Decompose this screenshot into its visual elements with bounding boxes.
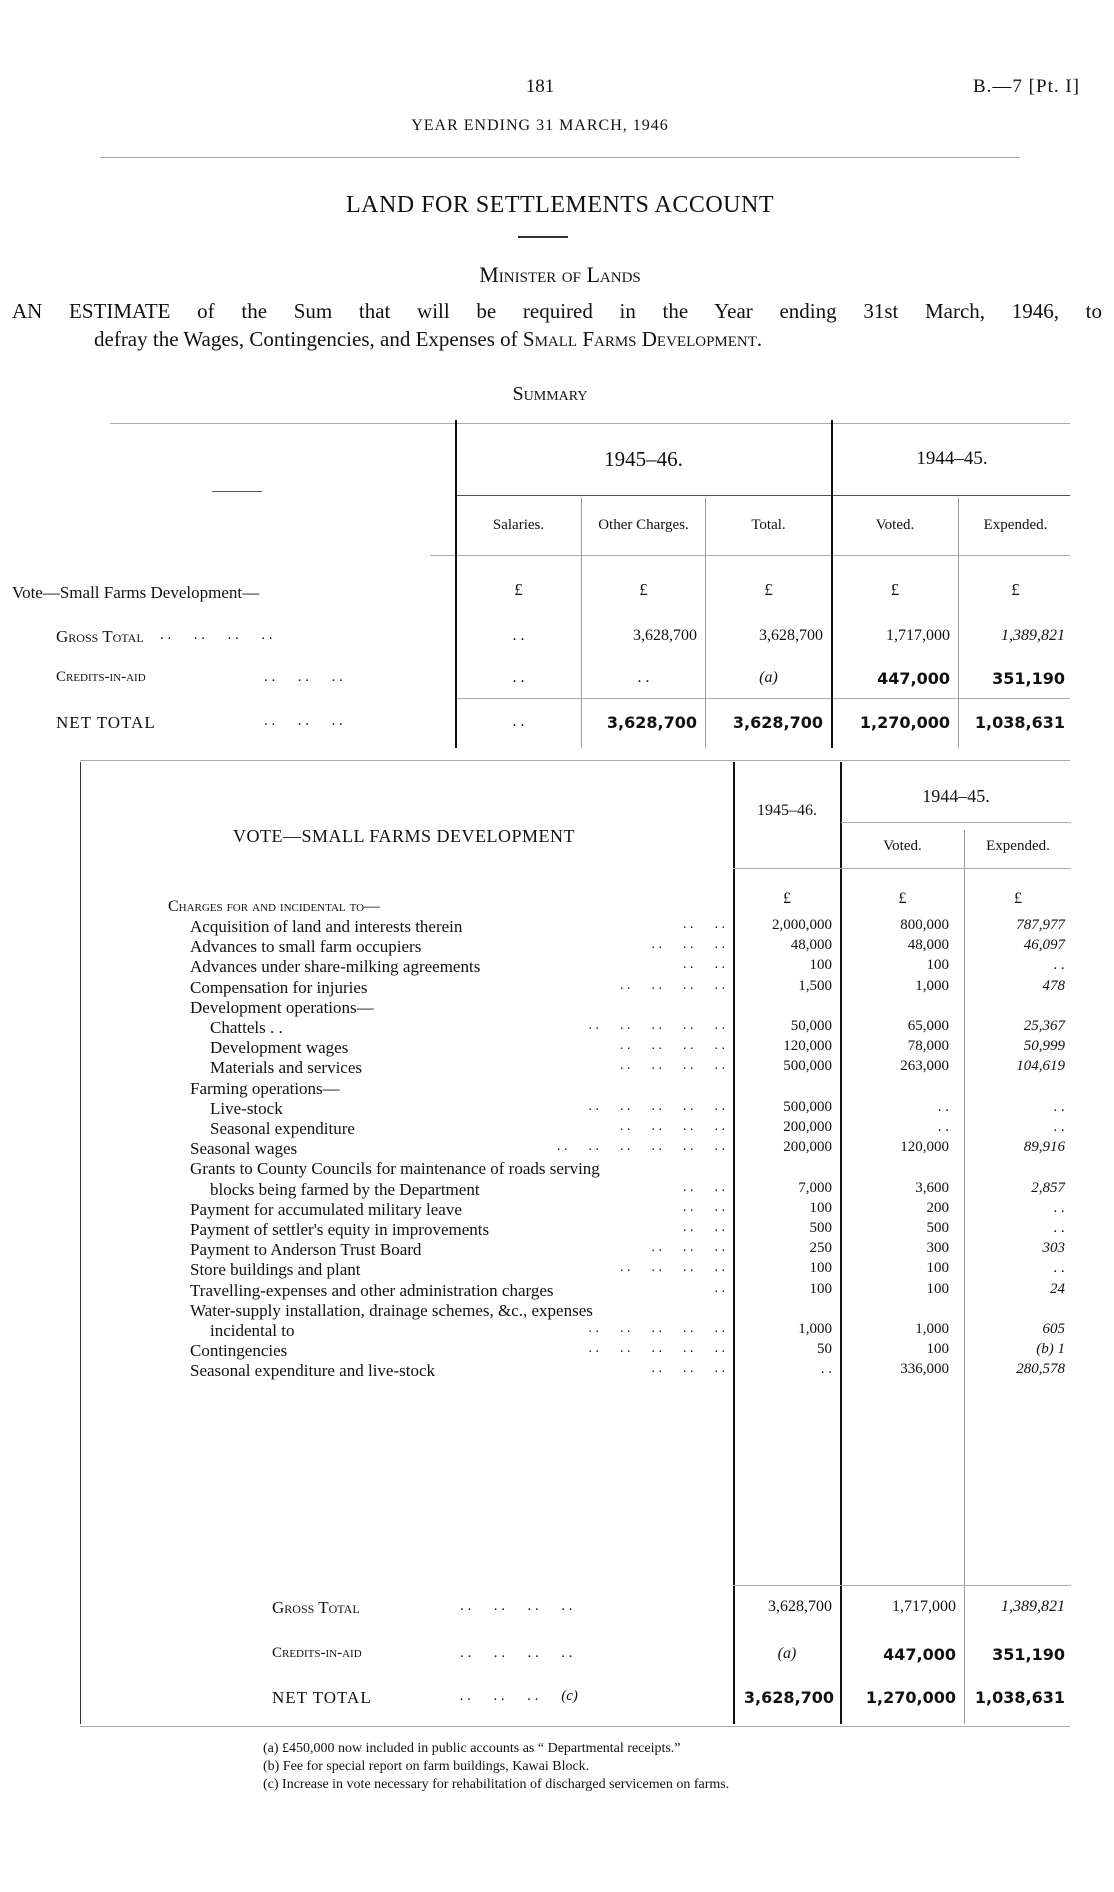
detail-row <box>0 1220 1114 1242</box>
detail-row-label: incidental to <box>210 1321 295 1340</box>
detail-total-current: 3,628,700 <box>743 1688 834 1707</box>
detail-total-voted: 1,270,000 <box>865 1688 956 1707</box>
detail-period-previous: 1944–45. <box>922 786 990 806</box>
detail-row <box>0 917 1114 939</box>
summary-row-dots: . . . . . . <box>264 713 343 729</box>
detail-row-voted: 263,000 <box>900 1058 949 1075</box>
estimate-line-2-smallcaps: Small Farms Development. <box>522 327 763 351</box>
detail-row-voted: 1,000 <box>915 1321 949 1337</box>
detail-row-expended: 46,097 <box>1023 937 1065 954</box>
summary-currency-voted: £ <box>890 580 900 599</box>
detail-row-current: 100 <box>809 1260 832 1277</box>
detail-row-voted: 300 <box>926 1240 949 1257</box>
summary-currency-total: £ <box>764 580 773 599</box>
summary-currency-expended: £ <box>1011 580 1020 599</box>
detail-row-label: Seasonal expenditure <box>210 1119 355 1138</box>
detail-row <box>0 1119 1114 1141</box>
detail-row-current: 2,000,000 <box>772 917 832 933</box>
detail-heading: VOTE—SMALL FARMS DEVELOPMENT <box>233 826 576 846</box>
detail-row-voted: 100 <box>926 1341 949 1358</box>
detail-row-net-total <box>0 1688 1114 1710</box>
detail-row <box>0 1099 1114 1121</box>
detail-row-label: Payment of settler's equity in improvements <box>190 1220 490 1239</box>
detail-row-voted: 800,000 <box>900 917 949 933</box>
detail-row-credits-in-aid <box>0 1645 1114 1667</box>
detail-row-current: 100 <box>809 1199 832 1216</box>
detail-row-expended: . . <box>1053 1119 1065 1135</box>
detail-row-current: 120,000 <box>783 1038 832 1055</box>
detail-row-label: Materials and services <box>210 1058 362 1078</box>
summary-row-total: 3,628,700 <box>759 627 823 644</box>
detail-row-dots: . . . . . . . . <box>620 977 725 993</box>
account-title: LAND FOR SETTLEMENTS ACCOUNT <box>345 192 774 218</box>
detail-row-voted: 48,000 <box>907 937 949 954</box>
detail-total-expended: 1,389,821 <box>1001 1598 1065 1615</box>
detail-total-current: 3,628,700 <box>768 1598 832 1615</box>
footnote-c: (c) Increase in vote necessary for rehabilitation of discharged servicemen on farms. <box>263 1777 730 1792</box>
summary-col-total: Total. <box>751 517 786 533</box>
detail-row <box>0 1260 1114 1282</box>
detail-row-voted: 200 <box>926 1199 949 1216</box>
detail-total-dots: . . . . . . . . <box>460 1645 573 1661</box>
summary-row-voted: 1,270,000 <box>859 713 950 732</box>
detail-total-current: (a) <box>777 1645 797 1662</box>
summary-currency-salaries: £ <box>514 580 523 599</box>
detail-row-voted: 100 <box>926 1260 949 1277</box>
document-reference: B.—7 [Pt. I] <box>973 76 1080 97</box>
detail-row-expended: . . <box>1053 1098 1065 1115</box>
detail-row-dots: . . . . <box>683 1179 725 1195</box>
detail-row-dots: . . . . . . <box>651 937 725 953</box>
summary-vline-2 <box>581 498 582 748</box>
detail-row-dots: . . . . <box>683 917 725 932</box>
detail-row-dots: . . . . . . . . <box>620 1260 725 1276</box>
detail-row-expended: . . <box>1053 1220 1065 1236</box>
detail-row-label: Development wages <box>210 1038 349 1058</box>
detail-currency-voted: £ <box>898 890 907 907</box>
detail-total-voted: 447,000 <box>883 1645 956 1664</box>
detail-row-label: Chattels . . <box>210 1018 283 1037</box>
detail-row-label: Contingencies <box>190 1341 288 1361</box>
detail-row-label: Advances to small farm occupiers <box>190 937 422 957</box>
detail-row <box>0 1018 1114 1040</box>
detail-row-current: 50 <box>817 1341 832 1358</box>
estimate-line-2-text: defray the Wages, Contingencies, and Expenses of <box>94 327 518 351</box>
detail-row-label: Grants to County Councils for maintenance of roads serving <box>190 1159 600 1179</box>
detail-row-dots: . . . . . . . . . . <box>588 1098 725 1114</box>
detail-row-expended: 89,916 <box>1023 1139 1065 1156</box>
detail-row-expended: 25,367 <box>1023 1018 1065 1034</box>
footnotes <box>263 1740 729 1794</box>
detail-row-current: 7,000 <box>798 1179 832 1196</box>
detail-row-expended: 280,578 <box>1016 1361 1065 1378</box>
detail-row-expended: 104,619 <box>1016 1058 1065 1075</box>
footnote-a: (a) £450,000 now included in public accounts as “ Departmental receipts.” <box>263 1741 681 1756</box>
detail-row <box>0 1058 1114 1080</box>
summary-period-previous: 1944–45. <box>916 448 988 469</box>
summary-row-label: NET TOTAL <box>56 713 156 732</box>
summary-row-label: Gross Total <box>56 627 144 646</box>
detail-row-voted: . . <box>937 1119 949 1135</box>
detail-row-expended: . . <box>1053 1199 1065 1216</box>
summary-row-dots: . . . . . . <box>264 669 343 685</box>
detail-total-dots: . . . . . . (c) <box>460 1688 578 1704</box>
detail-period-rule <box>841 822 1071 823</box>
detail-currency-expended: £ <box>1014 890 1022 907</box>
summary-vline-5 <box>958 498 959 748</box>
detail-row-current: 500,000 <box>783 1058 832 1075</box>
detail-row <box>0 1301 1114 1323</box>
detail-row-current: 250 <box>809 1240 832 1257</box>
summary-row-expended: 1,038,631 <box>974 713 1065 732</box>
detail-row-current: 200,000 <box>783 1139 832 1156</box>
summary-row-net-total <box>0 713 1114 735</box>
detail-row-voted: 1,000 <box>915 977 949 994</box>
detail-row-label: Live-stock <box>210 1098 283 1118</box>
detail-row <box>0 1079 1114 1101</box>
detail-row-label: Travelling-expenses and other administration charges <box>190 1280 554 1300</box>
detail-total-label: Gross Total <box>272 1598 360 1617</box>
detail-total-expended: 351,190 <box>992 1645 1065 1664</box>
summary-net-rule <box>455 698 1070 699</box>
summary-top-rule <box>110 423 1070 424</box>
summary-heading: Summary <box>512 383 588 405</box>
summary-row-voted: 447,000 <box>877 669 950 688</box>
summary-row-expended: 1,389,821 <box>1001 627 1065 644</box>
detail-row-dots: . . . . . . . . . . <box>588 1341 725 1357</box>
detail-row-dots: . . . . . . . . . . . . <box>557 1139 725 1155</box>
detail-row <box>0 1321 1114 1343</box>
detail-row-expended: (b) 1 <box>1036 1341 1065 1358</box>
summary-vline-3 <box>705 498 706 748</box>
detail-row-label: Payment for accumulated military leave <box>190 1199 462 1219</box>
detail-row-voted: 500 <box>926 1220 949 1236</box>
summary-row-salaries: . . <box>512 627 525 644</box>
detail-header-rule <box>733 868 1071 869</box>
summary-col-other: Other Charges. <box>598 517 689 533</box>
detail-row-label: Seasonal wages <box>190 1139 298 1159</box>
detail-row-dots: . . . . . . <box>651 1361 725 1377</box>
detail-row-label: Store buildings and plant <box>190 1260 361 1280</box>
minister-heading: Minister of Lands <box>479 262 641 287</box>
summary-dash-rule <box>212 491 262 492</box>
summary-row-total: (a) <box>759 669 778 686</box>
detail-row-label: Water-supply installation, drainage schemes, &c., expenses <box>190 1300 593 1320</box>
detail-row-dots: . . . . <box>683 957 725 973</box>
detail-row-current: 1,500 <box>798 977 832 994</box>
summary-row-expended: 351,190 <box>992 669 1065 688</box>
detail-currency-current: £ <box>783 890 791 907</box>
year-line: YEAR ENDING 31 MARCH, 1946 <box>411 117 669 134</box>
detail-row <box>0 1281 1114 1303</box>
detail-row-voted: 78,000 <box>907 1038 949 1055</box>
detail-row-label: Farming operations— <box>190 1078 340 1098</box>
detail-row-dots: . . . . . . . . . . <box>588 1018 725 1033</box>
detail-row-voted: . . <box>937 1098 949 1115</box>
detail-row-expended: 303 <box>1042 1240 1065 1257</box>
summary-row-salaries: . . <box>512 713 525 730</box>
detail-row-expended: 24 <box>1050 1280 1065 1297</box>
detail-row-label: Payment to Anderson Trust Board <box>190 1240 422 1260</box>
detail-total-dots: . . . . . . . . <box>460 1598 573 1614</box>
summary-row-other: . . <box>637 669 650 686</box>
detail-row <box>0 937 1114 959</box>
detail-total-expended: 1,038,631 <box>974 1688 1065 1707</box>
detail-row-voted: 3,600 <box>915 1179 949 1196</box>
detail-row-dots: . . . . . . . . <box>620 1058 725 1074</box>
detail-row <box>0 1200 1114 1222</box>
detail-row-current: 1,000 <box>798 1321 832 1337</box>
detail-row-expended: 2,857 <box>1031 1179 1065 1196</box>
summary-col-voted: Voted. <box>875 517 915 533</box>
summary-row-total: 3,628,700 <box>732 713 823 732</box>
detail-total-label: Credits-in-aid <box>272 1645 362 1661</box>
summary-col-expended: Expended. <box>983 517 1048 533</box>
detail-row <box>0 998 1114 1020</box>
detail-row <box>0 1159 1114 1181</box>
detail-row-expended: 478 <box>1042 977 1065 994</box>
header-rule <box>100 157 1020 158</box>
detail-row-expended: 50,999 <box>1023 1038 1065 1055</box>
summary-vote-label: Vote—Small Farms Development— <box>12 583 260 602</box>
detail-row-current: 100 <box>809 957 832 974</box>
detail-row-voted: 336,000 <box>900 1361 949 1378</box>
summary-row-voted: 1,717,000 <box>886 627 950 644</box>
detail-row-expended: . . <box>1053 1260 1065 1277</box>
summary-currency-other: £ <box>639 580 648 599</box>
summary-header-rule <box>430 555 1070 556</box>
detail-row-label: Development operations— <box>190 997 374 1017</box>
detail-row-dots: . . . . . . . . <box>620 1038 725 1054</box>
summary-row-dots: . . . . . . . . <box>160 627 273 643</box>
detail-row-current: 100 <box>809 1280 832 1297</box>
detail-row-gross-total <box>0 1598 1114 1620</box>
summary-row-other: 3,628,700 <box>606 713 697 732</box>
summary-row-other: 3,628,700 <box>633 627 697 644</box>
detail-total-voted: 1,717,000 <box>892 1598 956 1615</box>
detail-row-expended: 787,977 <box>1016 917 1065 933</box>
detail-row-voted: 120,000 <box>900 1139 949 1156</box>
title-rule <box>518 236 568 238</box>
footnote-b: (b) Fee for special report on farm buildings, Kawai Block. <box>263 1759 590 1774</box>
detail-row-dots: . . . . . . . . . . <box>588 1321 725 1336</box>
summary-row-credits-in-aid <box>0 669 1114 691</box>
summary-row-label: Credits-in-aid <box>56 669 146 685</box>
detail-row-label: Compensation for injuries <box>190 977 368 997</box>
detail-row <box>0 1341 1114 1363</box>
detail-row <box>0 1361 1114 1383</box>
detail-row-voted: 65,000 <box>907 1018 949 1034</box>
detail-row-current: 500,000 <box>783 1098 832 1115</box>
estimate-line-1: AN ESTIMATE of the Sum that will be required in the Year ending 31st March, 1946, to <box>12 299 1102 323</box>
summary-period-current: 1945–46. <box>604 447 683 471</box>
detail-row-current: 48,000 <box>790 937 832 954</box>
detail-row-current: 200,000 <box>783 1119 832 1135</box>
detail-charges-heading: Charges for and incidental to— <box>168 898 381 915</box>
detail-col-voted: Voted. <box>883 838 922 854</box>
detail-row-dots: . . . . <box>683 1220 725 1235</box>
detail-bottom-rule <box>80 1726 1070 1727</box>
detail-row-voted: 100 <box>926 1280 949 1297</box>
detail-row-label: blocks being farmed by the Department <box>210 1179 480 1199</box>
detail-row <box>0 1180 1114 1202</box>
detail-row-current: . . <box>820 1361 832 1378</box>
detail-row <box>0 957 1114 979</box>
detail-row-label: Acquisition of land and interests therein <box>190 917 463 936</box>
detail-totals-rule <box>733 1585 1071 1586</box>
detail-row-dots: . . <box>714 1280 725 1296</box>
detail-row-expended: 605 <box>1042 1321 1065 1337</box>
detail-row-current: 500 <box>809 1220 832 1236</box>
summary-row-salaries: . . <box>512 669 525 686</box>
detail-row-voted: 100 <box>926 957 949 974</box>
detail-col-expended: Expended. <box>986 838 1050 854</box>
detail-period-current: 1945–46. <box>757 802 817 819</box>
page-number: 181 <box>525 76 555 97</box>
detail-row-dots: . . . . . . <box>651 1240 725 1256</box>
summary-subheader-rule <box>455 495 1070 496</box>
detail-total-label: NET TOTAL <box>272 1688 372 1707</box>
detail-row <box>0 978 1114 1000</box>
detail-row-dots: . . . . <box>683 1199 725 1215</box>
detail-row-label: Seasonal expenditure and live-stock <box>190 1361 436 1381</box>
estimate-line-2 <box>94 327 762 352</box>
summary-col-salaries: Salaries. <box>492 517 545 533</box>
detail-row <box>0 1240 1114 1262</box>
summary-row-gross-total <box>0 627 1114 649</box>
detail-row <box>0 1038 1114 1060</box>
detail-row-dots: . . . . . . . . <box>620 1119 725 1134</box>
detail-row-label: Advances under share-milking agreements <box>190 957 481 977</box>
detail-row-current: 50,000 <box>790 1018 832 1034</box>
detail-row <box>0 1139 1114 1161</box>
detail-row-expended: . . <box>1053 957 1065 974</box>
detail-top-rule <box>80 760 1070 761</box>
